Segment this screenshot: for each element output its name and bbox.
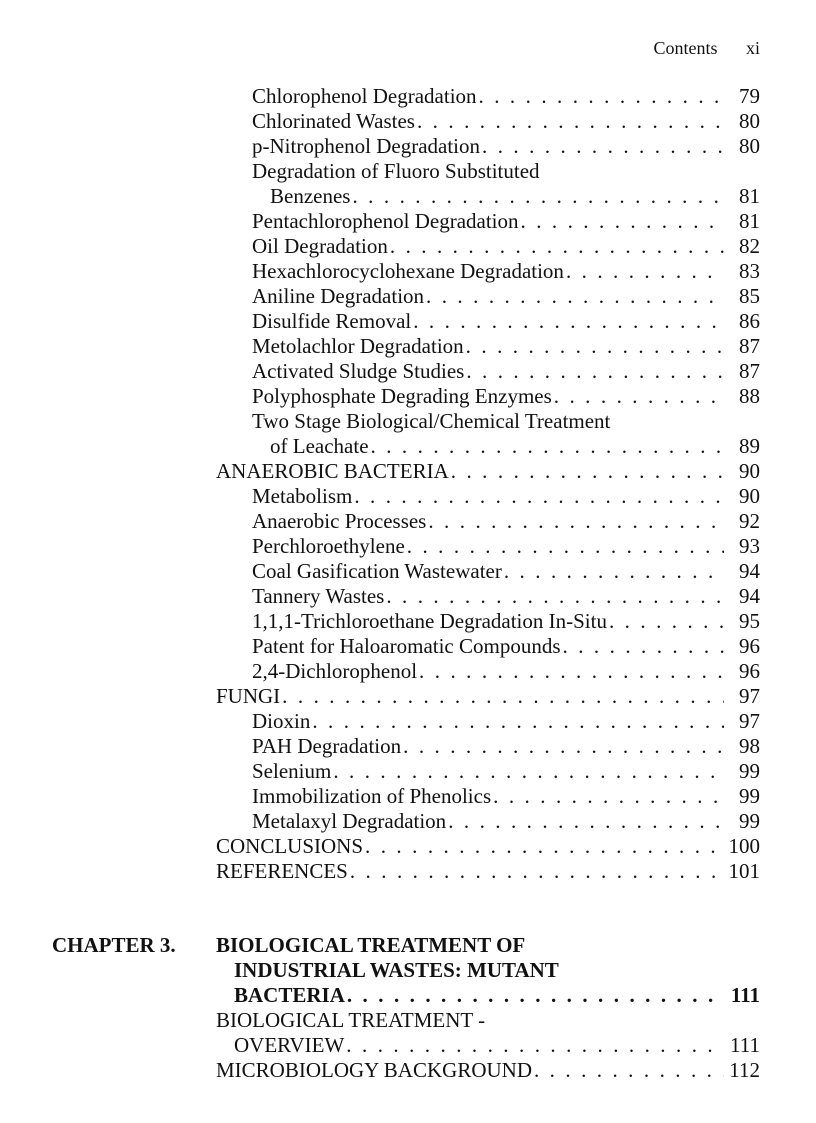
toc-entry[interactable]: Oil Degradation . . . 82 (252, 234, 760, 259)
toc-entry-line1: Two Stage Biological/Chemical Treatment (252, 409, 611, 433)
toc-entry[interactable]: Pentachlorophenol Degradation . . . 81 (252, 209, 760, 234)
running-title: Contents (653, 38, 718, 58)
chapter-title-line1: BIOLOGICAL TREATMENT OF (216, 933, 526, 957)
toc-entry[interactable]: Chlorophenol Degradation . . . 79 (252, 84, 760, 109)
toc-entry[interactable]: 1,1,1-Trichloroethane Degradation In-Situ . . . 95 (252, 609, 760, 634)
toc-entry[interactable]: Coal Gasification Wastewater . . . 94 (252, 559, 760, 584)
toc-section[interactable]: OVERVIEW . . . 111 (234, 1033, 760, 1058)
chapter-title-line2: INDUSTRIAL WASTES: MUTANT (234, 958, 559, 982)
toc-entry[interactable]: 2,4-Dichlorophenol . . . 96 (252, 659, 760, 684)
toc-entry[interactable]: Benzenes . . . 81 (270, 184, 760, 209)
chapter-number: CHAPTER 3. (52, 933, 176, 957)
toc-entry[interactable]: Polyphosphate Degrading Enzymes . . . 88 (252, 384, 760, 409)
toc-entry[interactable]: Tannery Wastes . . . 94 (252, 584, 760, 609)
toc-entry[interactable]: Metolachlor Degradation . . . 87 (252, 334, 760, 359)
toc-entry[interactable]: Anaerobic Processes . . . 92 (252, 509, 760, 534)
toc-section-line1: BIOLOGICAL TREATMENT - (216, 1008, 486, 1032)
toc-entry[interactable]: Activated Sludge Studies . . . 87 (252, 359, 760, 384)
toc-entry-line1: Degradation of Fluoro Substituted (252, 159, 540, 183)
toc-entry[interactable]: Perchloroethylene . . . 93 (252, 534, 760, 559)
toc-entry[interactable]: Selenium . . . 99 (252, 759, 760, 784)
toc-entry[interactable]: Aniline Degradation . . . 85 (252, 284, 760, 309)
toc-entry[interactable]: Dioxin . . . 97 (252, 709, 760, 734)
toc-entry[interactable]: Disulfide Removal . . . 86 (252, 309, 760, 334)
page-number: xi (745, 38, 760, 58)
toc-section[interactable]: FUNGI . . . 97 (216, 684, 760, 709)
toc-section[interactable]: CONCLUSIONS . . . 100 (216, 834, 760, 859)
toc-entry[interactable]: Chlorinated Wastes . . . 80 (252, 109, 760, 134)
toc-entry[interactable]: Metalaxyl Degradation . . . 99 (252, 809, 760, 834)
toc-section[interactable]: REFERENCES . . . 101 (216, 859, 760, 884)
toc-entry[interactable]: PAH Degradation . . . 98 (252, 734, 760, 759)
toc-entry[interactable]: Metabolism . . . 90 (252, 484, 760, 509)
chapter-entry[interactable]: BACTERIA . . . 111 (234, 983, 760, 1008)
toc-entry[interactable]: p-Nitrophenol Degradation . . . 80 (252, 134, 760, 159)
toc-entry[interactable]: of Leachate . . . 89 (270, 434, 760, 459)
running-header (653, 38, 760, 59)
toc-entry[interactable]: Patent for Haloaromatic Compounds . . . 96 (252, 634, 760, 659)
toc-section[interactable]: MICROBIOLOGY BACKGROUND . . . 112 (216, 1058, 760, 1083)
toc-section[interactable]: ANAEROBIC BACTERIA . . . 90 (216, 459, 760, 484)
toc-entry[interactable]: Immobilization of Phenolics . . . 99 (252, 784, 760, 809)
toc-entry[interactable]: Hexachlorocyclohexane Degradation . . . 83 (252, 259, 760, 284)
